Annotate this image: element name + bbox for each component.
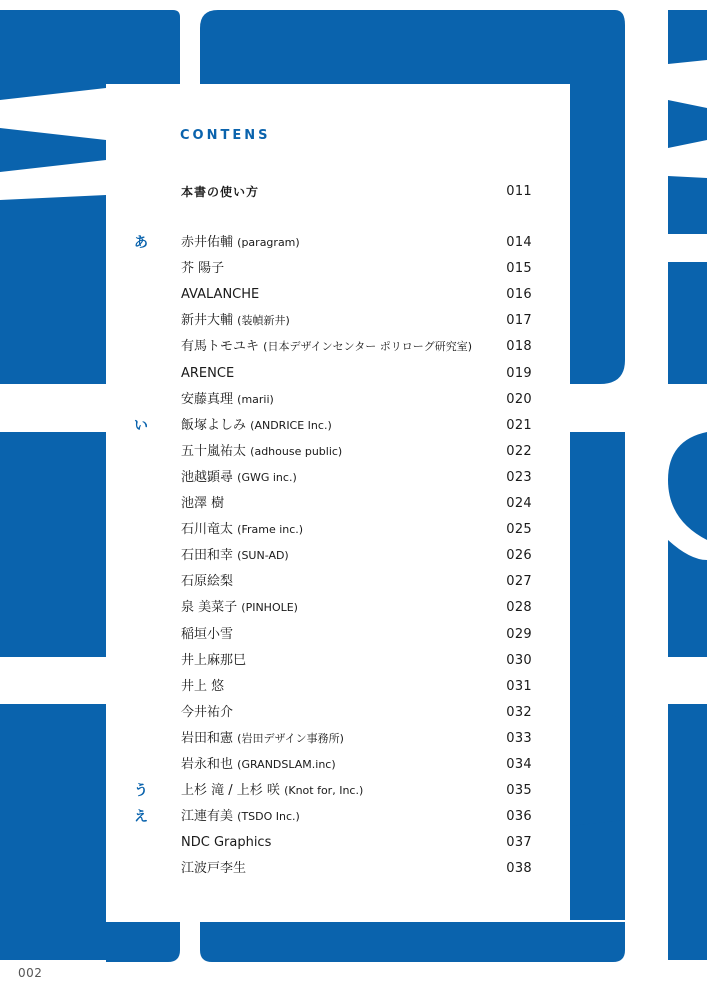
toc-entry-name (181, 440, 342, 464)
toc-entry-name (181, 362, 234, 386)
toc-row[interactable] (106, 309, 570, 333)
toc-entry-main-name: 江連有美 (181, 809, 234, 825)
toc-row[interactable] (106, 857, 570, 881)
toc-entry-name (181, 492, 224, 516)
toc-entry-name (181, 466, 297, 490)
toc-page-number: 032 (506, 704, 532, 720)
toc-page-number: 019 (506, 365, 532, 381)
kana-index-marker: え (134, 809, 148, 826)
toc-row[interactable] (106, 675, 570, 699)
toc-page-number: 024 (506, 496, 532, 511)
toc-entry-affiliation: (adhouse public) (250, 444, 343, 458)
toc-row[interactable] (106, 492, 570, 516)
toc-entry-main-name: 石原絵梨 (181, 574, 234, 590)
toc-row[interactable] (106, 570, 570, 594)
toc-page-number: 014 (506, 235, 532, 250)
toc-entry-affiliation: (paragram) (237, 236, 300, 249)
toc-entry-main-name: 安藤真理 (181, 391, 234, 407)
toc-page-number: 018 (506, 339, 532, 355)
toc-page-number: 034 (506, 757, 532, 772)
toc-entry-name (181, 335, 472, 359)
toc-page-number: 017 (506, 313, 532, 329)
toc-entry-main-name: 芥 陽子 (181, 261, 225, 277)
toc-page-number: 037 (506, 835, 532, 851)
toc-entry-affiliation: (装幀新井) (237, 314, 290, 328)
toc-page-number: 025 (506, 522, 532, 538)
toc-entry-name (181, 727, 344, 751)
toc-row[interactable] (106, 544, 570, 568)
toc-row[interactable] (106, 753, 570, 777)
toc-entry-affiliation: (ANDRICE Inc.) (250, 418, 332, 432)
toc-entry-name (181, 257, 224, 281)
toc-entry-name (181, 831, 271, 855)
toc-page-number: 021 (506, 417, 532, 433)
toc-entry-name (181, 570, 233, 594)
toc-row[interactable] (106, 805, 570, 829)
toc-entry-name (181, 753, 336, 777)
toc-row[interactable] (106, 779, 570, 803)
toc-row[interactable] (106, 466, 570, 490)
toc-intro-title: 本書の使い方 (181, 185, 260, 199)
toc-entry-affiliation: (GWG inc.) (237, 470, 297, 484)
toc-entry-affiliation: (GRANDSLAM.inc) (237, 758, 336, 771)
toc-entry-name (181, 596, 298, 620)
toc-page-number: 026 (506, 548, 532, 564)
toc-entry-main-name: 岩田和憲 (181, 730, 234, 746)
toc-row[interactable] (106, 257, 570, 281)
toc-page-number: 023 (506, 469, 532, 485)
toc-row[interactable] (106, 623, 570, 647)
toc-page-number: 011 (506, 184, 532, 199)
toc-entry-name (181, 857, 246, 881)
toc-entry-main-name: 石田和幸 (181, 548, 234, 564)
toc-entry-name (181, 779, 363, 803)
toc-entry-affiliation: (Frame inc.) (237, 523, 304, 537)
toc-page-number: 033 (506, 730, 532, 746)
toc-entry-affiliation: (TSDO Inc.) (237, 810, 300, 824)
toc-entry-name (181, 701, 233, 725)
toc-row-intro[interactable] (106, 180, 570, 204)
toc-entry-affiliation: (PINHOLE) (241, 601, 298, 615)
toc-entry-name (181, 283, 259, 307)
toc-row[interactable] (106, 388, 570, 412)
toc-page-number: 015 (506, 261, 532, 277)
kana-index-marker: あ (134, 235, 148, 251)
toc-entry-affiliation: (SUN-AD) (237, 549, 289, 563)
toc-entry-affiliation: (Knot for, Inc.) (284, 784, 364, 798)
toc-entry-main-name: 石川竜太 (181, 522, 234, 538)
toc-row[interactable] (106, 649, 570, 673)
toc-entry-main-name: 江波戸李生 (181, 861, 247, 877)
toc-row[interactable] (106, 362, 570, 386)
toc-entry-main-name: 岩永和也 (181, 757, 234, 772)
toc-entry-name (181, 309, 290, 333)
toc-page-number: 036 (506, 809, 532, 825)
toc-row[interactable] (106, 440, 570, 464)
toc-row[interactable] (106, 596, 570, 620)
kana-index-marker: い (134, 417, 148, 434)
toc-page-number: 028 (506, 600, 532, 616)
toc-entry-main-name: 池澤 樹 (181, 496, 225, 511)
toc-entry-main-name: 井上麻那巳 (181, 652, 247, 668)
toc-row[interactable] (106, 335, 570, 359)
toc-row[interactable] (106, 831, 570, 855)
toc-entry-main-name: AVALANCHE (181, 287, 260, 303)
toc-page-number: 022 (506, 443, 532, 459)
toc-entry-name (181, 518, 303, 542)
toc-page-number: 031 (506, 678, 532, 694)
contents-panel (106, 84, 570, 922)
toc-entry-main-name: 飯塚よしみ (181, 417, 247, 433)
toc-entry-main-name: 五十嵐祐太 (181, 443, 247, 459)
toc-entry-affiliation: (marii) (237, 392, 274, 406)
toc-page-number: 030 (506, 652, 532, 668)
toc-entry-affiliation: (岩田デザイン事務所) (237, 731, 344, 745)
toc-entry-main-name: 赤井佑輔 (181, 235, 234, 250)
toc-entry-name (181, 231, 300, 255)
toc-row[interactable] (106, 727, 570, 751)
toc-page-number: 035 (506, 783, 532, 799)
toc-entry-main-name: 有馬トモユキ (181, 339, 260, 355)
toc-page-number: 027 (506, 574, 532, 590)
toc-entry-name (181, 544, 289, 568)
toc-row[interactable] (106, 283, 570, 307)
toc-entry-name (181, 388, 274, 412)
toc-page-number: 016 (506, 287, 532, 303)
toc-entry-main-name: NDC Graphics (181, 835, 272, 851)
toc-entry-main-name: 上杉 滝 / 上杉 咲 (181, 783, 280, 799)
toc-entry-main-name: 稲垣小雪 (181, 626, 234, 642)
toc-entry-name (181, 414, 332, 438)
toc-page-number: 038 (506, 861, 532, 877)
page-folio: 002 (18, 966, 43, 980)
toc-entry-name (181, 675, 224, 699)
toc-entry-affiliation: (日本デザインセンター ポリローグ研究室) (263, 340, 473, 354)
toc-entry-name (181, 805, 300, 829)
toc-entry-main-name: 井上 悠 (181, 678, 225, 694)
toc-row[interactable] (106, 701, 570, 725)
toc-entry-name (181, 623, 233, 647)
kana-index-marker: う (134, 783, 148, 800)
toc-entry-name (181, 649, 246, 673)
toc-entry-main-name: ARENCE (181, 365, 235, 381)
toc-row[interactable] (106, 518, 570, 542)
toc-row[interactable] (106, 231, 570, 255)
toc-page-number: 020 (506, 391, 532, 407)
contents-heading: CONTENS (180, 128, 271, 143)
toc-entry-main-name: 今井祐介 (181, 704, 234, 720)
toc-entry-main-name: 池越顕尋 (181, 469, 234, 485)
toc-entry-main-name: 新井大輔 (181, 313, 234, 329)
toc-row[interactable] (106, 414, 570, 438)
toc-entry-main-name: 泉 美菜子 (181, 600, 238, 616)
toc-page-number: 029 (506, 626, 532, 642)
